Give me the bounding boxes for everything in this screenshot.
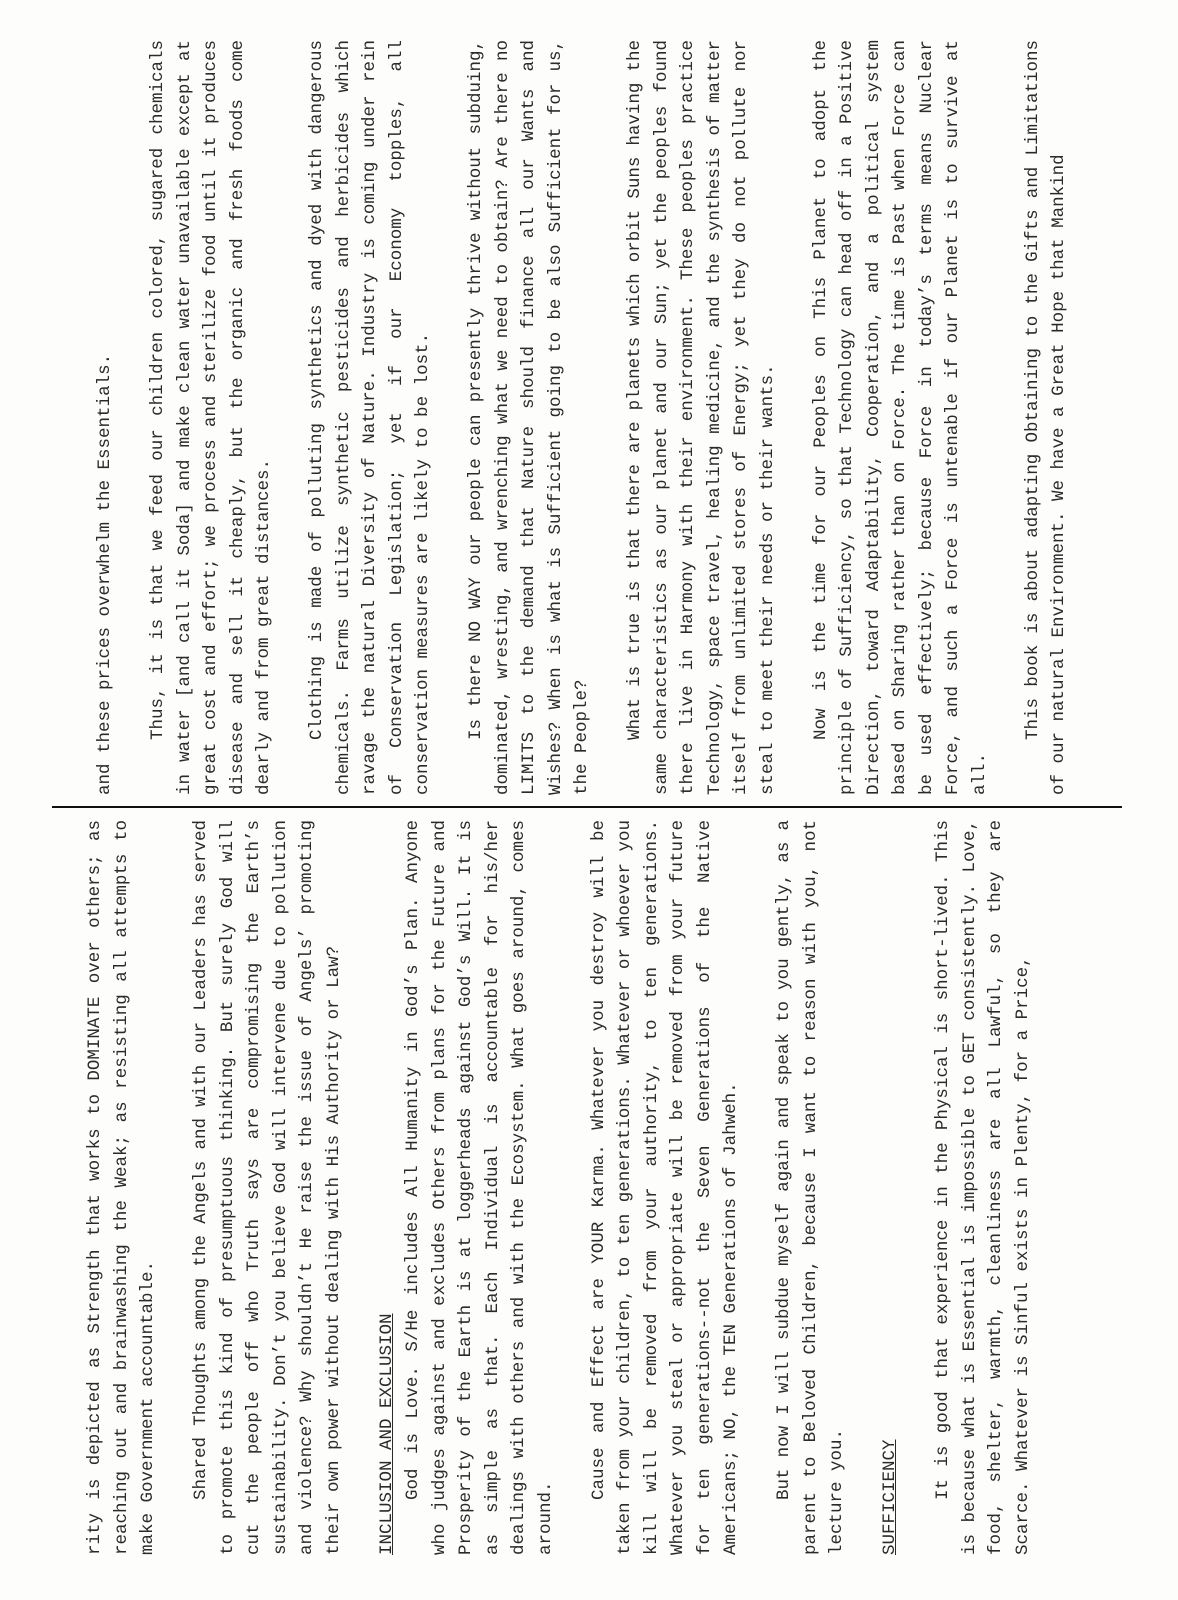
left-paragraph-4: Cause and Effect are YOUR Karma. Whatever you destroy will be taken from your children, to ten generations. Whatever or whoever you kill will be removed from your authority, to ten generations. Whatever you steal or appropriate will be removed from your future for ten generations--not the Seven Generations of the Native Americans; NO, the TEN Generations of Jahweh.: [588, 820, 741, 1555]
left-paragraph-1: rity is depicted as Strength that works to DOMINATE over others; as reaching out and brainwashing the Weak; as resisting all attempts to make Government accountable.: [85, 820, 158, 1555]
right-paragraph-4: Is there NO WAY our people can presently thrive without subduing, dominated, wresting, and wrenching what we need to obtain? Are there no LIMITS to the demand that Nature should finance all our Wants and Wishes? When is what is Sufficient going to be also Sufficient for us, the People?: [466, 40, 592, 795]
right-paragraph-3: Clothing is made of polluting synthetics and dyed with dangerous chemicals. Farms utilize synthetic pesticides and herbicides which ravage the natural Diversity of Nature. Industry is coming under rein of Conservation Legislation; yet if our Economy topples, all conservation measures are likely to be lost.: [307, 40, 433, 795]
left-paragraph-3: God is Love. S/He includes All Humanity in God’s Plan. Anyone who judges against and excludes Others from plans for the Future and Prosperity of the Earth is at loggerheads against God’s Will. It is as simple as that. Each Individual is accountable for his/her dealings with others and with the Ecosystem. What goes around, comes around.: [403, 820, 556, 1555]
spacer: [904, 820, 931, 1555]
section-heading-sufficiency: SUFFICIENCY: [880, 1439, 900, 1555]
left-page: [0, 810, 1178, 1600]
section-heading-inclusion-exclusion: INCLUSION AND EXCLUSION: [376, 1313, 397, 1555]
left-paragraph-6: It is good that experience in the Physical is short-lived. This is because what is Essential is impossible to GET consistently. Love, food, shelter, warmth, cleanliness are all Lawful, so they are Scarce. Whatever is Sinful exists in Plenty, for a Price,: [933, 820, 1033, 1555]
right-paragraph-1: and these prices overwhelm the Essentials.: [95, 353, 115, 795]
right-paragraph-2: Thus, it is that we feed our children colored, sugared chemicals in water [and call it Soda] and make clean water unavailable except at great cost and effort; we process and sterilize food until it produces disease and sell it cheaply, but the organic and fresh foods come dearly and from great distances.: [148, 40, 274, 795]
left-paragraph-5: But now I will subdue myself again and speak to you gently, as a parent to Beloved Children, because I want to reason with you, not lecture you.: [774, 820, 847, 1555]
right-paragraph-6: Now is the time for our Peoples on This Planet to adopt the principle of Sufficiency, so that Technology can head off in a Positive Direction, toward Adaptability, Cooperation, and a political system based on Sharing rather than on Force. The time is Past when Force can be used effectively; because Force in today’s terms means Nuclear Force, and such a Force is untenable if our Planet is to survive at all.: [810, 40, 990, 795]
page-divider-line: [52, 806, 1122, 808]
right-paragraph-5: What is true is that there are planets which orbit Suns having the same characteristics as our planet and our Sun; yet the peoples found there live in Harmony with their environment. These peoples practice Technology, space travel, healing medicine, and the synthesis of matter itself from unlimited stores of Energy; yet they do not pollute nor steal to meet their needs or their wants.: [625, 40, 778, 795]
right-paragraph-7: This book is about adapting Obtaining to the Gifts and Limitations of our natural Environment. We have a Great Hope that Mankind: [1022, 40, 1069, 795]
left-paragraph-2: Shared Thoughts among the Angels and with our Leaders has served to promote this kind of presumptuous thinking. But surely God will cut the people off who Truth says are compromising the Earth’s sustainability. Don’t you believe God will intervene due to pollution and violence? Why shouldn’t He raise the issue of Angels’ promoting their own power without dealing with His Authority or Law?: [191, 820, 344, 1555]
